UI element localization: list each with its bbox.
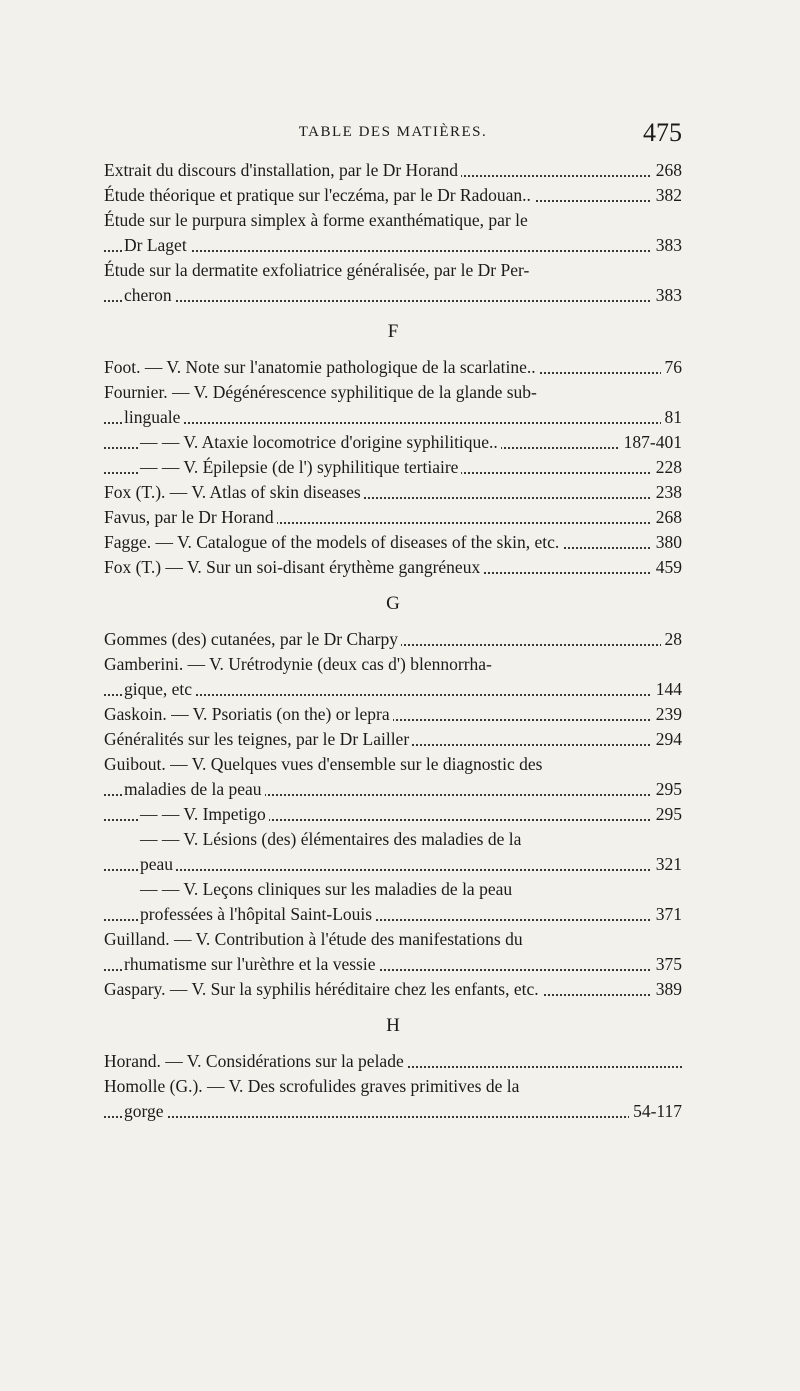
page-reference: 380 — [652, 530, 682, 555]
page-reference: 382 — [652, 183, 682, 208]
entry-text: Dr Laget — [124, 235, 190, 255]
page-reference: 294 — [652, 727, 682, 752]
entry-text: Gaskoin. — V. Psoriatis (on the) or lepra — [104, 704, 393, 724]
entry-text: Gaspary. — V. Sur la syphilis héréditaire chez les enfants, etc. — [104, 979, 542, 999]
page-number: 475 — [643, 118, 682, 147]
toc-entry-line — [104, 455, 682, 480]
page-reference: 389 — [652, 977, 682, 1002]
page-reference: 144 — [652, 677, 682, 702]
section-letter: H — [386, 1015, 400, 1036]
entry-text: Fox (T.) — V. Sur un soi-disant érythème gangréneux — [104, 557, 483, 577]
entry-text: Foot. — V. Note sur l'anatomie pathologique de la scarlatine.. — [104, 357, 539, 377]
page-reference: 187-401 — [620, 430, 682, 455]
entry-text: — — V. Leçons cliniques sur les maladies de la peau — [140, 879, 515, 899]
toc-entry-line — [104, 430, 682, 455]
entry-text: maladies de la peau — [124, 779, 265, 799]
entry-text: Fagge. — V. Catalogue of the models of diseases of the skin, etc. — [104, 532, 562, 552]
section-letter: G — [386, 593, 400, 614]
toc-entry-line — [104, 727, 682, 752]
entry-text: Fox (T.). — V. Atlas of skin diseases — [104, 482, 364, 502]
entry-text: Fournier. — V. Dégénérescence syphilitique de la glande sub- — [104, 382, 540, 402]
running-title: TABLE DES MATIÈRES. — [298, 124, 488, 140]
toc-entry-line — [104, 405, 682, 430]
toc-entry-line — [104, 652, 682, 677]
dot-leader — [104, 248, 682, 252]
page-reference: 76 — [661, 355, 683, 380]
toc-entry-line — [104, 627, 682, 652]
page-reference: 295 — [652, 777, 682, 802]
entry-text: peau — [140, 854, 176, 874]
dot-leader — [104, 298, 682, 302]
toc-entry-line — [104, 927, 682, 952]
entry-text: gorge — [124, 1101, 167, 1121]
entry-text: Extrait du discours d'installation, par le Dr Horand — [104, 160, 461, 180]
entry-text: — — V. Lésions (des) élémentaires des maladies de la — [140, 829, 524, 849]
entry-text: — — V. Impetigo — [140, 804, 269, 824]
dot-leader — [104, 1114, 682, 1118]
toc-entry-line — [104, 233, 682, 258]
toc-entry-line — [104, 380, 682, 405]
running-head — [104, 118, 682, 148]
toc-entry-line — [104, 505, 682, 530]
page-reference: 375 — [652, 952, 682, 977]
page-reference: 239 — [652, 702, 682, 727]
page-reference: 238 — [652, 480, 682, 505]
dot-leader — [104, 867, 682, 871]
entry-text: Gommes (des) cutanées, par le Dr Charpy — [104, 629, 401, 649]
dot-leader — [104, 420, 682, 424]
section-letter: F — [387, 321, 399, 342]
entry-text: Généralités sur les teignes, par le Dr Lailler — [104, 729, 412, 749]
entry-text: cheron — [124, 285, 175, 305]
toc-entry-line — [104, 702, 682, 727]
entry-text: Guibout. — V. Quelques vues d'ensemble sur le diagnostic des — [104, 754, 546, 774]
toc-entry-line — [104, 355, 682, 380]
toc-entry-line — [104, 1074, 682, 1099]
toc-entry-line — [104, 530, 682, 555]
toc-entry-line — [104, 258, 682, 283]
toc-entry-line — [104, 208, 682, 233]
entry-text: Étude théorique et pratique sur l'eczéma, par le Dr Radouan.. — [104, 185, 534, 205]
toc-entry-line — [104, 555, 682, 580]
page-reference: 383 — [652, 233, 682, 258]
entry-text: Guilland. — V. Contribution à l'étude des manifestations du — [104, 929, 526, 949]
toc-entry-line — [104, 977, 682, 1002]
toc-entry-line — [104, 1049, 682, 1074]
entry-text: professées à l'hôpital Saint-Louis — [140, 904, 375, 924]
toc-entry-line — [104, 1099, 682, 1124]
page-reference: 28 — [661, 627, 683, 652]
toc-entry-line — [104, 283, 682, 308]
toc-entry-line — [104, 952, 682, 977]
page-reference: 383 — [652, 283, 682, 308]
entry-text: — — V. Ataxie locomotrice d'origine syphilitique.. — [140, 432, 501, 452]
entry-text: gique, etc — [124, 679, 195, 699]
entry-text: rhumatisme sur l'urèthre et la vessie — [124, 954, 378, 974]
page-reference: 228 — [652, 455, 682, 480]
toc-entry-line — [104, 877, 682, 902]
entry-text: Favus, par le Dr Horand — [104, 507, 277, 527]
toc-entry-line — [104, 752, 682, 777]
page-reference: 54-117 — [629, 1099, 682, 1124]
toc-entry-line — [104, 827, 682, 852]
page-reference: 295 — [652, 802, 682, 827]
entry-text: Horand. — V. Considérations sur la pelade — [104, 1051, 407, 1071]
toc-entry-line — [104, 802, 682, 827]
entry-text: Étude sur la dermatite exfoliatrice généralisée, par le Dr Per- — [104, 260, 532, 280]
page-reference: 459 — [652, 555, 682, 580]
entry-text: Gamberini. — V. Urétrodynie (deux cas d') blennorrha- — [104, 654, 495, 674]
toc-entry-line — [104, 777, 682, 802]
page-reference: 321 — [652, 852, 682, 877]
table-of-contents — [104, 158, 682, 1124]
page-reference: 81 — [661, 405, 683, 430]
page-reference: 268 — [652, 505, 682, 530]
toc-entry-line — [104, 902, 682, 927]
entry-text: linguale — [124, 407, 183, 427]
toc-entry-line — [104, 183, 682, 208]
toc-entry-line — [104, 158, 682, 183]
entry-text: — — V. Épilepsie (de l') syphilitique tertiaire — [140, 457, 461, 477]
toc-entry-line — [104, 677, 682, 702]
entry-text: Étude sur le purpura simplex à forme exanthématique, par le — [104, 210, 531, 230]
page-reference: 268 — [652, 158, 682, 183]
toc-entry-line — [104, 480, 682, 505]
entry-text: Homolle (G.). — V. Des scrofulides graves primitives de la — [104, 1076, 522, 1096]
page-reference: 371 — [652, 902, 682, 927]
toc-entry-line — [104, 852, 682, 877]
